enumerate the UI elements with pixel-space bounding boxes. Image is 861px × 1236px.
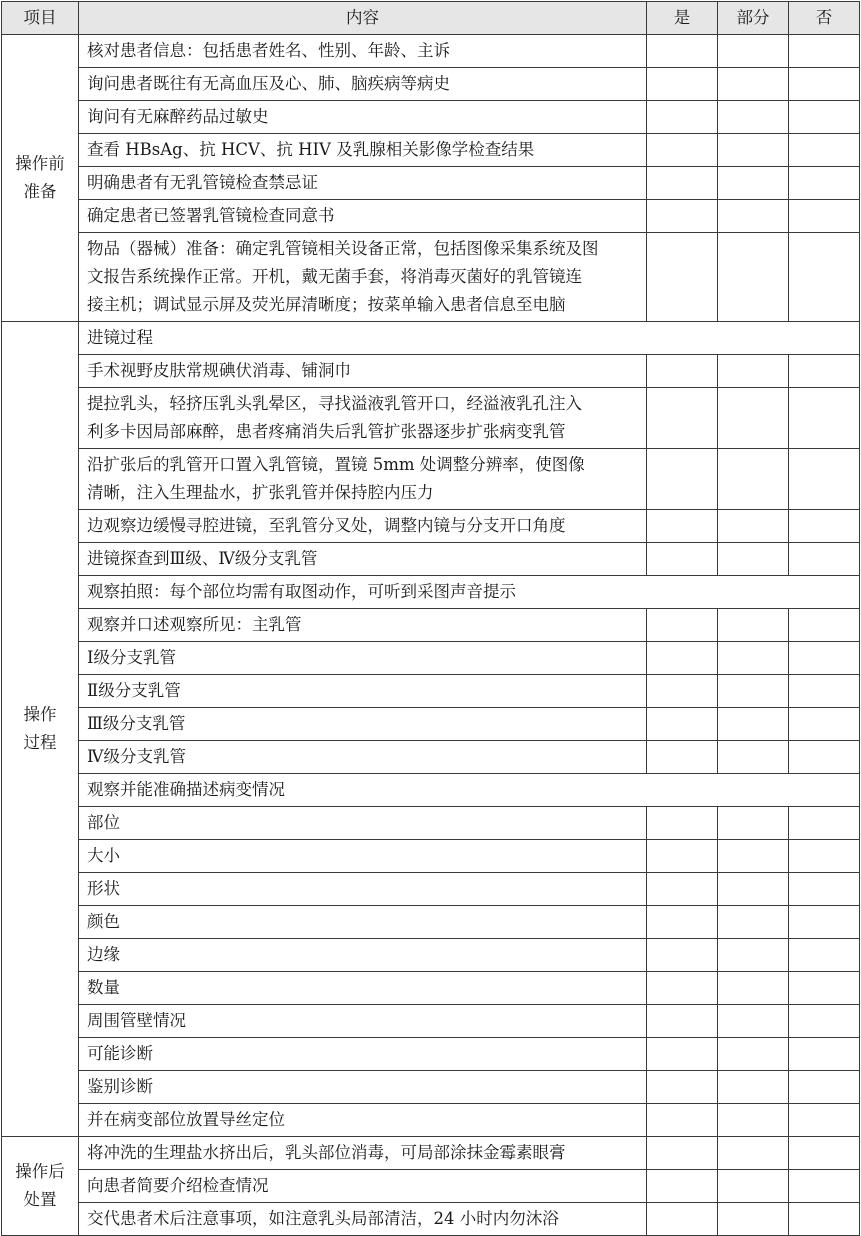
partial-cell[interactable] (718, 939, 789, 972)
partial-cell[interactable] (718, 972, 789, 1005)
partial-cell[interactable] (718, 609, 789, 642)
row-content-line: 进镜探查到Ⅲ级、Ⅳ级分支乳管 (87, 549, 318, 568)
section-label-line: 处置 (23, 1190, 57, 1209)
section-label (2, 322, 79, 1137)
header-yes: 是 (647, 2, 718, 35)
row-content-line: 利多卡因局部麻醉，患者疼痛消失后乳管扩张器逐步扩张病变乳管 (87, 422, 566, 441)
partial-cell[interactable] (718, 543, 789, 576)
no-cell[interactable] (789, 708, 860, 741)
row-content (79, 1104, 647, 1137)
partial-cell[interactable] (718, 388, 789, 449)
table-row (2, 1038, 860, 1071)
partial-cell[interactable] (718, 1104, 789, 1137)
row-content (79, 510, 647, 543)
table-row (2, 35, 860, 68)
table-row (2, 939, 860, 972)
partial-cell[interactable] (718, 1137, 789, 1170)
row-content-line: Ⅰ级分支乳管 (87, 648, 177, 667)
yes-cell[interactable] (647, 200, 718, 233)
yes-cell[interactable] (647, 741, 718, 774)
row-content-line: Ⅳ级分支乳管 (87, 747, 186, 766)
table-row (2, 1203, 860, 1236)
partial-cell[interactable] (718, 840, 789, 873)
row-content-line: 大小 (87, 846, 120, 865)
yes-cell[interactable] (647, 543, 718, 576)
row-content (79, 543, 647, 576)
row-content (79, 840, 647, 873)
partial-cell[interactable] (718, 642, 789, 675)
row-content (79, 741, 647, 774)
table-row (2, 233, 860, 322)
row-content-line: 数量 (87, 978, 120, 997)
yes-cell[interactable] (647, 1038, 718, 1071)
no-cell[interactable] (789, 1005, 860, 1038)
no-cell[interactable] (789, 972, 860, 1005)
row-content (79, 388, 647, 449)
row-content-line: 进镜过程 (87, 328, 153, 347)
no-cell[interactable] (789, 510, 860, 543)
yes-cell[interactable] (647, 388, 718, 449)
no-cell[interactable] (789, 642, 860, 675)
row-content-line: 明确患者有无乳管镜检查禁忌证 (87, 173, 318, 192)
no-cell[interactable] (789, 233, 860, 322)
table-row (2, 840, 860, 873)
table-row (2, 807, 860, 840)
yes-cell[interactable] (647, 708, 718, 741)
partial-cell[interactable] (718, 1038, 789, 1071)
no-cell[interactable] (789, 1071, 860, 1104)
row-content (79, 906, 647, 939)
row-content (79, 1137, 647, 1170)
partial-cell[interactable] (718, 134, 789, 167)
yes-cell[interactable] (647, 840, 718, 873)
table-row (2, 1104, 860, 1137)
table-row (2, 972, 860, 1005)
row-content (79, 1005, 647, 1038)
row-content-line: 文报告系统操作正常。开机，戴无菌手套，将消毒灭菌好的乳管镜连 (87, 267, 582, 286)
section-label (2, 35, 79, 322)
row-content-line: 清晰，注入生理盐水，扩张乳管并保持腔内压力 (87, 483, 434, 502)
no-cell[interactable] (789, 200, 860, 233)
table-row (2, 449, 860, 510)
row-content-line: 询问患者既往有无高血压及心、肺、脑疾病等病史 (87, 74, 450, 93)
yes-cell[interactable] (647, 510, 718, 543)
row-content-line: 询问有无麻醉药品过敏史 (87, 107, 269, 126)
row-content-line: 观察并能准确描述病变情况 (87, 780, 285, 799)
header-partial: 部分 (718, 2, 789, 35)
row-content (79, 576, 860, 609)
table-row (2, 708, 860, 741)
partial-cell[interactable] (718, 1005, 789, 1038)
yes-cell[interactable] (647, 642, 718, 675)
partial-cell[interactable] (718, 675, 789, 708)
row-content (79, 939, 647, 972)
yes-cell[interactable] (647, 68, 718, 101)
yes-cell[interactable] (647, 355, 718, 388)
row-content-line: 观察并口述观察所见：主乳管 (87, 615, 302, 634)
yes-cell[interactable] (647, 1203, 718, 1236)
row-content-line: 将冲洗的生理盐水挤出后，乳头部位消毒，可局部涂抹金霉素眼膏 (87, 1143, 566, 1162)
row-content (79, 35, 647, 68)
table-row (2, 355, 860, 388)
row-content-line: Ⅲ级分支乳管 (87, 714, 186, 733)
table-row (2, 576, 860, 609)
no-cell[interactable] (789, 675, 860, 708)
partial-cell[interactable] (718, 510, 789, 543)
yes-cell[interactable] (647, 939, 718, 972)
section-label-line: 操作前 (15, 154, 65, 173)
table-row (2, 388, 860, 449)
header-item: 项目 (2, 2, 79, 35)
no-cell[interactable] (789, 906, 860, 939)
row-content-line: 可能诊断 (87, 1044, 153, 1063)
row-content (79, 167, 647, 200)
row-content-line: 向患者简要介绍检查情况 (87, 1176, 269, 1195)
row-content (79, 708, 647, 741)
table-row (2, 1170, 860, 1203)
no-cell[interactable] (789, 741, 860, 774)
table-header-row (2, 2, 860, 35)
row-content (79, 609, 647, 642)
yes-cell[interactable] (647, 233, 718, 322)
no-cell[interactable] (789, 1104, 860, 1137)
row-content-line: 核对患者信息：包括患者姓名、性别、年龄、主诉 (87, 41, 450, 60)
row-content (79, 675, 647, 708)
row-content-line: 接主机；调试显示屏及荧光屏清晰度；按菜单输入患者信息至电脑 (87, 295, 566, 314)
row-content-line: 边观察边缓慢寻腔进镜，至乳管分叉处，调整内镜与分支开口角度 (87, 516, 566, 535)
section-label-line: 过程 (23, 733, 57, 752)
no-cell[interactable] (789, 873, 860, 906)
header-no: 否 (789, 2, 860, 35)
partial-cell[interactable] (718, 1071, 789, 1104)
row-content (79, 355, 647, 388)
section-label (2, 1137, 79, 1236)
partial-cell[interactable] (718, 233, 789, 322)
row-content (79, 873, 647, 906)
yes-cell[interactable] (647, 807, 718, 840)
row-content-line: 观察拍照：每个部位均需有取图动作，可听到采图声音提示 (87, 582, 516, 601)
row-content-line: 周围管壁情况 (87, 1011, 186, 1030)
table-row (2, 543, 860, 576)
yes-cell[interactable] (647, 1137, 718, 1170)
no-cell[interactable] (789, 134, 860, 167)
partial-cell[interactable] (718, 449, 789, 510)
row-content (79, 322, 860, 355)
row-content-line: 交代患者术后注意事项，如注意乳头局部清洁，24 小时内勿沐浴 (87, 1209, 559, 1228)
table-row (2, 200, 860, 233)
partial-cell[interactable] (718, 167, 789, 200)
row-content-line: 部位 (87, 813, 120, 832)
table-row (2, 68, 860, 101)
row-content (79, 101, 647, 134)
partial-cell[interactable] (718, 873, 789, 906)
table-row (2, 675, 860, 708)
table-row (2, 1005, 860, 1038)
operation-checklist-table (1, 1, 860, 1236)
partial-cell[interactable] (718, 807, 789, 840)
row-content-line: 确定患者已签署乳管镜检查同意书 (87, 206, 335, 225)
yes-cell[interactable] (647, 675, 718, 708)
yes-cell[interactable] (647, 1104, 718, 1137)
yes-cell[interactable] (647, 35, 718, 68)
table-row (2, 1137, 860, 1170)
yes-cell[interactable] (647, 101, 718, 134)
row-content (79, 807, 647, 840)
row-content (79, 642, 647, 675)
row-content-line: Ⅱ级分支乳管 (87, 681, 181, 700)
no-cell[interactable] (789, 840, 860, 873)
partial-cell[interactable] (718, 741, 789, 774)
no-cell[interactable] (789, 355, 860, 388)
checklist-body (2, 35, 860, 1236)
row-content (79, 68, 647, 101)
yes-cell[interactable] (647, 1005, 718, 1038)
table-row (2, 642, 860, 675)
row-content (79, 972, 647, 1005)
row-content-line: 查看 HBsAg、抗 HCV、抗 HIV 及乳腺相关影像学检查结果 (87, 140, 535, 159)
no-cell[interactable] (789, 1203, 860, 1236)
yes-cell[interactable] (647, 134, 718, 167)
table-row (2, 134, 860, 167)
no-cell[interactable] (789, 1038, 860, 1071)
no-cell[interactable] (789, 543, 860, 576)
table-row (2, 906, 860, 939)
row-content-line: 手术视野皮肤常规碘伏消毒、铺洞巾 (87, 361, 351, 380)
partial-cell[interactable] (718, 101, 789, 134)
section-label-line: 准备 (23, 182, 57, 201)
yes-cell[interactable] (647, 873, 718, 906)
row-content (79, 1170, 647, 1203)
yes-cell[interactable] (647, 1170, 718, 1203)
row-content (79, 1203, 647, 1236)
no-cell[interactable] (789, 807, 860, 840)
table-row (2, 510, 860, 543)
yes-cell[interactable] (647, 449, 718, 510)
table-row (2, 322, 860, 355)
row-content-line: 提拉乳头，轻挤压乳头乳晕区，寻找溢液乳管开口，经溢液乳孔注入 (87, 394, 582, 413)
table-row (2, 101, 860, 134)
row-content-line: 边缘 (87, 945, 120, 964)
row-content-line: 颜色 (87, 912, 120, 931)
row-content-line: 鉴别诊断 (87, 1077, 153, 1096)
partial-cell[interactable] (718, 1203, 789, 1236)
yes-cell[interactable] (647, 609, 718, 642)
partial-cell[interactable] (718, 708, 789, 741)
row-content-line: 物品（器械）准备：确定乳管镜相关设备正常，包括图像采集系统及图 (87, 239, 599, 258)
partial-cell[interactable] (718, 68, 789, 101)
partial-cell[interactable] (718, 200, 789, 233)
no-cell[interactable] (789, 388, 860, 449)
partial-cell[interactable] (718, 1170, 789, 1203)
row-content (79, 1038, 647, 1071)
partial-cell[interactable] (718, 355, 789, 388)
no-cell[interactable] (789, 609, 860, 642)
row-content (79, 233, 647, 322)
table-row (2, 167, 860, 200)
no-cell[interactable] (789, 1137, 860, 1170)
table-row (2, 1071, 860, 1104)
section-label-line: 操作 (23, 705, 57, 724)
row-content-line: 并在病变部位放置导丝定位 (87, 1110, 285, 1129)
row-content-line: 沿扩张后的乳管开口置入乳管镜，置镜 5mm 处调整分辨率，使图像 (87, 455, 585, 474)
row-content (79, 449, 647, 510)
table-row (2, 609, 860, 642)
table-row (2, 873, 860, 906)
yes-cell[interactable] (647, 167, 718, 200)
row-content (79, 1071, 647, 1104)
row-content (79, 134, 647, 167)
no-cell[interactable] (789, 35, 860, 68)
yes-cell[interactable] (647, 906, 718, 939)
no-cell[interactable] (789, 1170, 860, 1203)
no-cell[interactable] (789, 449, 860, 510)
row-content-line: 形状 (87, 879, 120, 898)
section-label-line: 操作后 (15, 1162, 65, 1181)
partial-cell[interactable] (718, 35, 789, 68)
table-row (2, 774, 860, 807)
no-cell[interactable] (789, 167, 860, 200)
row-content (79, 774, 860, 807)
yes-cell[interactable] (647, 1071, 718, 1104)
yes-cell[interactable] (647, 972, 718, 1005)
no-cell[interactable] (789, 68, 860, 101)
table-row (2, 741, 860, 774)
row-content (79, 200, 647, 233)
header-content: 内容 (79, 2, 647, 35)
partial-cell[interactable] (718, 906, 789, 939)
no-cell[interactable] (789, 101, 860, 134)
no-cell[interactable] (789, 939, 860, 972)
